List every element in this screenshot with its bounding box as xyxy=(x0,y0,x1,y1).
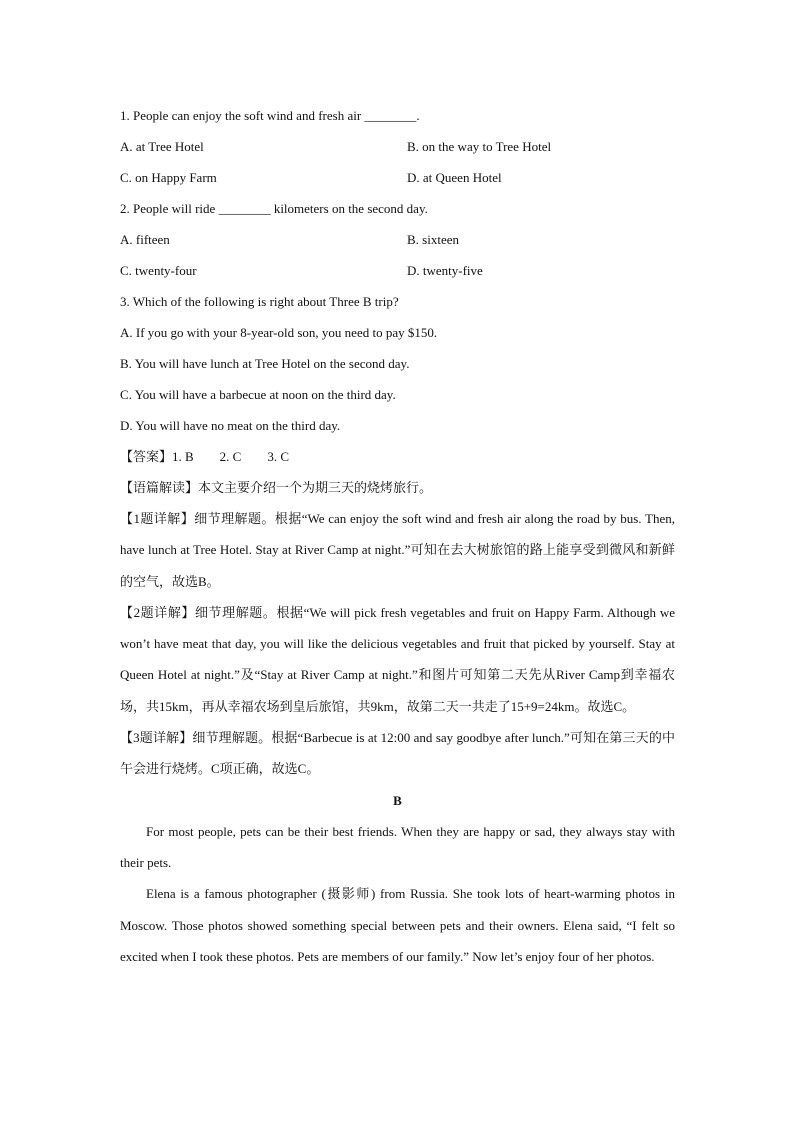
passage-summary: 【语篇解读】本文主要介绍一个为期三天的烧烤旅行。 xyxy=(120,480,433,495)
answer-key: 【答案】1. B 2. C 3. C xyxy=(120,449,290,464)
question-2-options-row-1 xyxy=(120,224,675,255)
passage-paragraph-2: Elena is a famous photographer (摄影师) from Russia. She took lots of heart-warming photos in Moscow. Those photos showed something special between pets and their owners. Elena said, “I felt so excited when I took these photos. Pets are members of our family.” Now let’s enjoy four of her photos. xyxy=(120,886,675,964)
document-page xyxy=(120,100,675,972)
question-3-option-a: A. If you go with your 8-year-old son, you need to pay $150. xyxy=(120,325,438,340)
question-2-option-d: D. twenty-five xyxy=(407,263,483,278)
question-1-options-row-1 xyxy=(120,131,675,162)
explanation-1: 【1题详解】细节理解题。根据“We can enjoy the soft wind and fresh air along the road by bus. Then, have lunch at Tree Hotel. Stay at River Camp at night.”可知在去大树旅馆的路上能享受到微风和新鲜的空气，故选B。 xyxy=(120,511,675,589)
question-3-option-d: D. You will have no meat on the third day. xyxy=(120,418,341,433)
question-3-option-b: B. You will have lunch at Tree Hotel on the second day. xyxy=(120,356,410,371)
question-2-option-a: A. fifteen xyxy=(120,232,170,247)
question-2-options-row-2 xyxy=(120,255,675,286)
question-2-option-b: B. sixteen xyxy=(407,232,459,247)
question-2-option-c: C. twenty-four xyxy=(120,263,197,278)
question-1-option-a: A. at Tree Hotel xyxy=(120,139,204,154)
question-1-option-c: C. on Happy Farm xyxy=(120,170,217,185)
explanation-3: 【3题详解】细节理解题。根据“Barbecue is at 12:00 and say goodbye after lunch.”可知在第三天的中午会进行烧烤。C项正确，故选C。 xyxy=(120,730,675,777)
question-1-option-b: B. on the way to Tree Hotel xyxy=(407,139,552,154)
question-1-option-d: D. at Queen Hotel xyxy=(407,170,502,185)
section-heading-b: B xyxy=(393,792,402,808)
question-1-options-row-2 xyxy=(120,162,675,193)
explanation-2: 【2题详解】细节理解题。根据“We will pick fresh vegetables and fruit on Happy Farm. Although we won’t have meat that day, you will like the delicious vegetables and fruit that picked by yourself. Stay at Queen Hotel at night.”及“Stay at River Camp at night.”和图片可知第二天先从River Camp到幸福农场，共15km，再从幸福农场到皇后旅馆，共9km，故第二天一共走了15+9=24km。故选C。 xyxy=(120,604,675,714)
question-3-stem: 3. Which of the following is right about Three B trip? xyxy=(120,294,399,309)
passage-paragraph-1: For most people, pets can be their best friends. When they are happy or sad, they always stay with their pets. xyxy=(120,823,675,870)
question-3-option-c: C. You will have a barbecue at noon on the third day. xyxy=(120,387,396,402)
question-2-stem: 2. People will ride ________ kilometers on the second day. xyxy=(120,201,428,216)
question-1-stem: 1. People can enjoy the soft wind and fresh air ________. xyxy=(120,108,420,123)
